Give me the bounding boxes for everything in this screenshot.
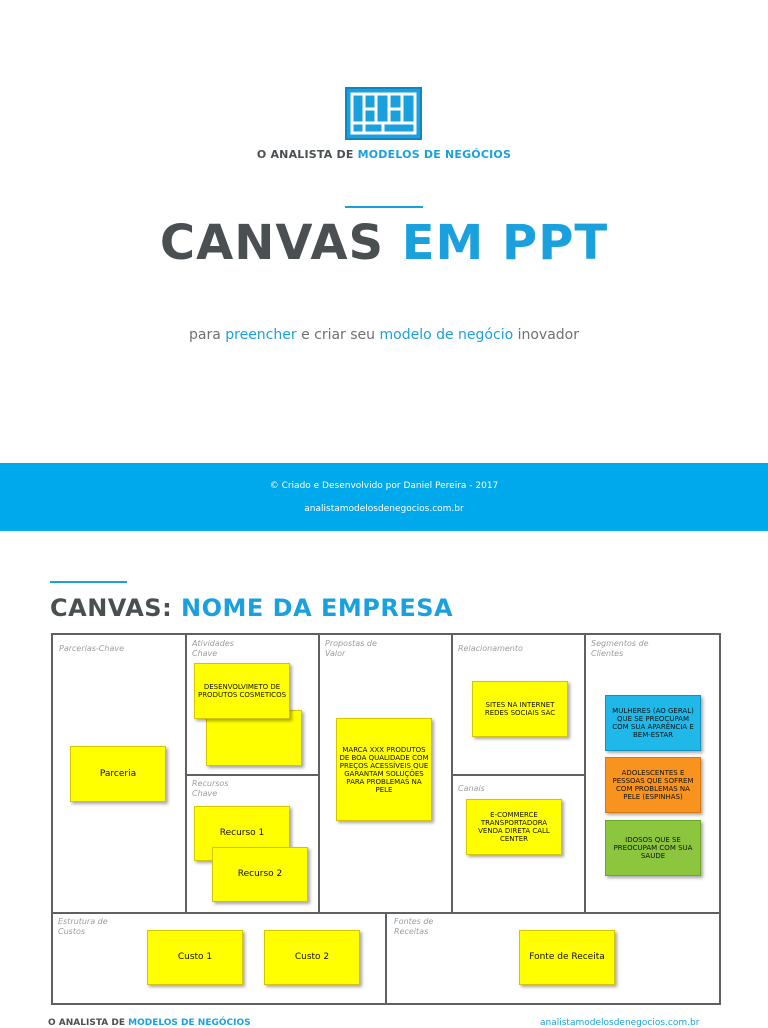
- sticky-note-segmento-2[interactable]: ADOLESCENTES E PESSOAS QUE SOFREM COM PROBLEMAS NA PELE (ESPINHAS): [605, 757, 701, 813]
- grid-divider: [185, 774, 320, 776]
- sticky-note-segmento-3[interactable]: IDOSOS QUE SE PREOCUPAM COM SUA SAUDE: [605, 820, 701, 876]
- sticky-note-custo-1[interactable]: Custo 1: [147, 930, 243, 985]
- title-accent-rule: [345, 206, 423, 208]
- title-main: CANVAS: [159, 215, 385, 271]
- subtitle-text-3: inovador: [513, 327, 580, 343]
- sticky-note-relacionamento[interactable]: SITES NA INTERNET REDES SOCIAIS SAC: [472, 681, 568, 737]
- page-title: [0, 215, 768, 271]
- brand-highlight: MODELOS DE NEGÓCIOS: [357, 148, 512, 161]
- block-label-atividades: Atividades Chave: [192, 639, 234, 658]
- canvas-title-rule: [50, 581, 127, 583]
- footer-brand-prefix: O ANALISTA DE: [48, 1018, 125, 1028]
- block-label-segmentos: Segmentos de Clientes: [591, 639, 649, 658]
- company-name: NOME DA EMPRESA: [181, 594, 454, 622]
- sticky-note-proposta[interactable]: MARCA XXX PRODUTOS DE BOA QUALIDADE COM PREÇOS ACESSÍVEIS QUE GARANTAM SOLUÇÕES PARA PROBLEMAS NA PELE: [336, 718, 432, 821]
- subtitle-highlight-2: modelo de negócio: [379, 327, 514, 343]
- grid-divider: [53, 912, 719, 914]
- canvas-title-prefix: CANVAS:: [50, 594, 173, 622]
- subtitle-text-1: para: [188, 327, 226, 343]
- subtitle: [0, 327, 768, 343]
- footer-brand-highlight: MODELOS DE NEGÓCIOS: [128, 1018, 251, 1028]
- grid-divider: [385, 912, 387, 1005]
- sticky-note-recurso-1[interactable]: Recurso 1: [194, 806, 290, 861]
- footer-brand: [48, 1018, 251, 1028]
- sticky-note-parceria[interactable]: Parceria: [70, 746, 166, 802]
- banner-credit: © Criado e Desenvolvido por Daniel Pereira - 2017: [269, 481, 499, 491]
- subtitle-text-2: e criar seu: [296, 327, 380, 343]
- canvas-logo-icon: [345, 87, 422, 140]
- sticky-note-custo-2[interactable]: Custo 2: [264, 930, 360, 985]
- block-label-relacionamento: Relacionamento: [458, 644, 523, 653]
- block-label-canais: Canais: [458, 784, 485, 793]
- subtitle-highlight-1: preencher: [225, 327, 297, 343]
- grid-divider: [451, 774, 586, 776]
- block-label-custos: Estrutura de Custos: [58, 917, 108, 936]
- block-label-receitas: Fontes de Receitas: [394, 917, 434, 936]
- block-label-recursos: Recursos Chave: [192, 779, 229, 798]
- credit-banner: [0, 463, 768, 531]
- block-label-propostas: Propostas de Valor: [325, 639, 377, 658]
- sticky-note-atividade-1[interactable]: DESENVOLVIMETO DE PRODUTOS COSMETICOS: [194, 663, 290, 719]
- footer-site-link[interactable]: analistamodelosdenegocios.com.br: [540, 1018, 700, 1028]
- block-label-parcerias: Parcerias-Chave: [59, 644, 125, 653]
- title-highlight: EM PPT: [401, 215, 609, 271]
- sticky-note-canais[interactable]: E-COMMERCE TRANSPORTADORA VENDA DIRETA CALL CENTER: [466, 799, 562, 855]
- sticky-note-segmento-1[interactable]: MULHERES (AO GERAL) QUE SE PREOCUPAM COM SUA APARÊNCIA E BEM-ESTAR: [605, 695, 701, 751]
- banner-site-link[interactable]: analistamodelosdenegocios.com.br: [304, 504, 464, 514]
- sticky-note-receita[interactable]: Fonte de Receita: [519, 930, 615, 985]
- brand-prefix: O ANALISTA DE: [256, 148, 354, 161]
- sticky-note-recurso-2[interactable]: Recurso 2: [212, 847, 308, 902]
- canvas-title: [50, 594, 453, 622]
- brand-line: [0, 148, 768, 161]
